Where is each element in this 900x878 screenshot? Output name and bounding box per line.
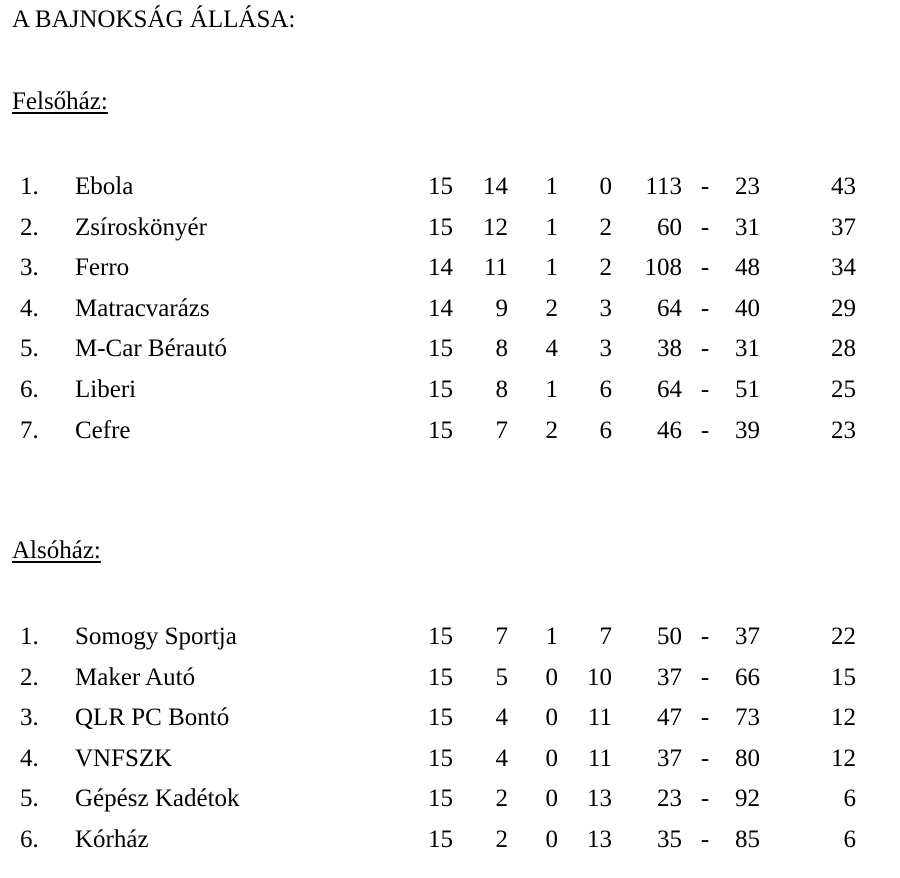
points-cell: 43 [831, 173, 856, 200]
table-row [0, 211, 900, 252]
goals-for-cell: 64 [657, 294, 682, 322]
score-separator: - [700, 704, 710, 732]
losses-cell: 11 [587, 744, 612, 772]
played-cell: 15 [428, 416, 453, 444]
goals-for-cell: 113 [645, 173, 682, 200]
wins-cell: 7 [495, 623, 508, 650]
team-name-cell: Ebola [75, 173, 134, 200]
losses-cell: 2 [599, 254, 612, 282]
rank-cell: 6. [20, 825, 39, 853]
points-cell: 37 [831, 213, 856, 241]
draws-cell: 0 [545, 663, 558, 691]
wins-cell: 8 [495, 335, 508, 363]
losses-cell: 6 [599, 375, 612, 403]
points-cell: 23 [831, 416, 856, 444]
team-name-cell: VNFSZK [75, 744, 173, 772]
played-cell: 15 [428, 785, 453, 813]
goals-against-cell: 37 [735, 623, 760, 650]
team-name-cell: Kórház [75, 825, 149, 853]
table-row [0, 170, 900, 211]
goals-against-cell: 80 [735, 744, 760, 772]
points-cell: 34 [831, 254, 856, 282]
points-cell: 25 [831, 375, 856, 403]
goals-against-cell: 73 [735, 704, 760, 732]
played-cell: 14 [428, 254, 453, 282]
points-cell: 12 [831, 704, 856, 732]
played-cell: 15 [428, 375, 453, 403]
played-cell: 15 [428, 213, 453, 241]
rank-cell: 1. [20, 623, 39, 650]
score-separator: - [700, 335, 710, 363]
points-cell: 22 [831, 623, 856, 650]
losses-cell: 0 [599, 173, 612, 200]
wins-cell: 2 [495, 825, 508, 853]
score-separator: - [700, 785, 710, 813]
goals-for-cell: 38 [657, 335, 682, 363]
team-name-cell: Somogy Sportja [75, 623, 237, 650]
score-separator: - [700, 623, 710, 650]
goals-against-cell: 39 [735, 416, 760, 444]
rank-cell: 2. [20, 213, 39, 241]
team-name-cell: M-Car Bérautó [75, 335, 228, 363]
goals-for-cell: 35 [657, 825, 682, 853]
rank-cell: 5. [20, 335, 39, 363]
goals-for-cell: 23 [657, 785, 682, 813]
wins-cell: 5 [495, 663, 508, 691]
goals-against-cell: 31 [735, 213, 760, 241]
table-row [0, 620, 900, 661]
draws-cell: 1 [545, 375, 558, 403]
losses-cell: 13 [587, 825, 612, 853]
lower-house-standings-table [0, 620, 900, 864]
goals-for-cell: 37 [657, 663, 682, 691]
points-cell: 28 [831, 335, 856, 363]
rank-cell: 6. [20, 375, 39, 403]
table-row [0, 823, 900, 864]
points-cell: 6 [843, 825, 856, 853]
score-separator: - [700, 375, 710, 403]
rank-cell: 2. [20, 663, 39, 691]
table-row [0, 292, 900, 333]
team-name-cell: Maker Autó [75, 663, 196, 691]
points-cell: 12 [831, 744, 856, 772]
rank-cell: 3. [20, 704, 39, 732]
played-cell: 15 [428, 704, 453, 732]
losses-cell: 13 [587, 785, 612, 813]
team-name-cell: Cefre [75, 416, 131, 444]
score-separator: - [700, 213, 710, 241]
points-cell: 15 [831, 663, 856, 691]
score-separator: - [700, 825, 710, 853]
goals-for-cell: 46 [657, 416, 682, 444]
score-separator: - [700, 416, 710, 444]
draws-cell: 0 [545, 744, 558, 772]
goals-for-cell: 108 [644, 254, 682, 282]
team-name-cell: Liberi [75, 375, 137, 403]
losses-cell: 7 [599, 623, 612, 650]
team-name-cell: Ferro [75, 254, 130, 282]
rank-cell: 3. [20, 254, 39, 282]
table-row [0, 251, 900, 292]
rank-cell: 1. [20, 173, 39, 200]
draws-cell: 1 [545, 213, 558, 241]
goals-against-cell: 66 [735, 663, 760, 691]
losses-cell: 10 [587, 663, 612, 691]
wins-cell: 7 [495, 416, 508, 444]
team-name-cell: Gépész Kadétok [75, 785, 240, 813]
goals-against-cell: 48 [735, 254, 760, 282]
upper-house-heading: Felsőház: [12, 88, 108, 115]
goals-against-cell: 51 [735, 375, 760, 403]
goals-against-cell: 31 [735, 335, 760, 363]
wins-cell: 4 [495, 744, 508, 772]
page-title: A BAJNOKSÁG ÁLLÁSA: [12, 6, 296, 33]
table-row [0, 414, 900, 455]
wins-cell: 11 [483, 254, 508, 282]
table-row [0, 782, 900, 823]
table-row [0, 373, 900, 414]
wins-cell: 2 [495, 785, 508, 813]
wins-cell: 8 [495, 375, 508, 403]
score-separator: - [700, 663, 710, 691]
draws-cell: 1 [545, 254, 558, 282]
goals-for-cell: 37 [657, 744, 682, 772]
draws-cell: 1 [545, 623, 558, 650]
upper-house-standings-table [0, 170, 900, 454]
draws-cell: 0 [545, 785, 558, 813]
wins-cell: 12 [483, 213, 508, 241]
wins-cell: 4 [495, 704, 508, 732]
draws-cell: 2 [545, 294, 558, 322]
played-cell: 15 [428, 623, 453, 650]
points-cell: 6 [843, 785, 856, 813]
played-cell: 15 [428, 825, 453, 853]
lower-house-heading: Alsóház: [12, 537, 101, 564]
team-name-cell: QLR PC Bontó [75, 704, 230, 732]
played-cell: 15 [428, 335, 453, 363]
played-cell: 15 [428, 744, 453, 772]
table-row [0, 742, 900, 783]
draws-cell: 2 [545, 416, 558, 444]
goals-against-cell: 23 [735, 173, 760, 200]
wins-cell: 9 [495, 294, 508, 322]
losses-cell: 6 [599, 416, 612, 444]
goals-for-cell: 60 [657, 213, 682, 241]
wins-cell: 14 [483, 173, 508, 200]
played-cell: 14 [428, 294, 453, 322]
goals-against-cell: 85 [735, 825, 760, 853]
draws-cell: 4 [545, 335, 558, 363]
score-separator: - [700, 254, 710, 282]
rank-cell: 5. [20, 785, 39, 813]
losses-cell: 3 [599, 335, 612, 363]
losses-cell: 3 [599, 294, 612, 322]
goals-against-cell: 92 [735, 785, 760, 813]
draws-cell: 0 [545, 825, 558, 853]
team-name-cell: Zsíroskönyér [75, 213, 207, 241]
goals-against-cell: 40 [735, 294, 760, 322]
table-row [0, 701, 900, 742]
played-cell: 15 [428, 173, 453, 200]
goals-for-cell: 47 [657, 704, 682, 732]
played-cell: 15 [428, 663, 453, 691]
score-separator: - [700, 294, 710, 322]
draws-cell: 0 [545, 704, 558, 732]
goals-for-cell: 64 [657, 375, 682, 403]
table-row [0, 661, 900, 702]
losses-cell: 2 [599, 213, 612, 241]
losses-cell: 11 [587, 704, 612, 732]
team-name-cell: Matracvarázs [75, 294, 210, 322]
rank-cell: 4. [20, 294, 39, 322]
rank-cell: 4. [20, 744, 39, 772]
goals-for-cell: 50 [657, 623, 682, 650]
rank-cell: 7. [20, 416, 39, 444]
table-row [0, 332, 900, 373]
score-separator: - [700, 173, 710, 200]
score-separator: - [700, 744, 710, 772]
draws-cell: 1 [545, 173, 558, 200]
points-cell: 29 [831, 294, 856, 322]
